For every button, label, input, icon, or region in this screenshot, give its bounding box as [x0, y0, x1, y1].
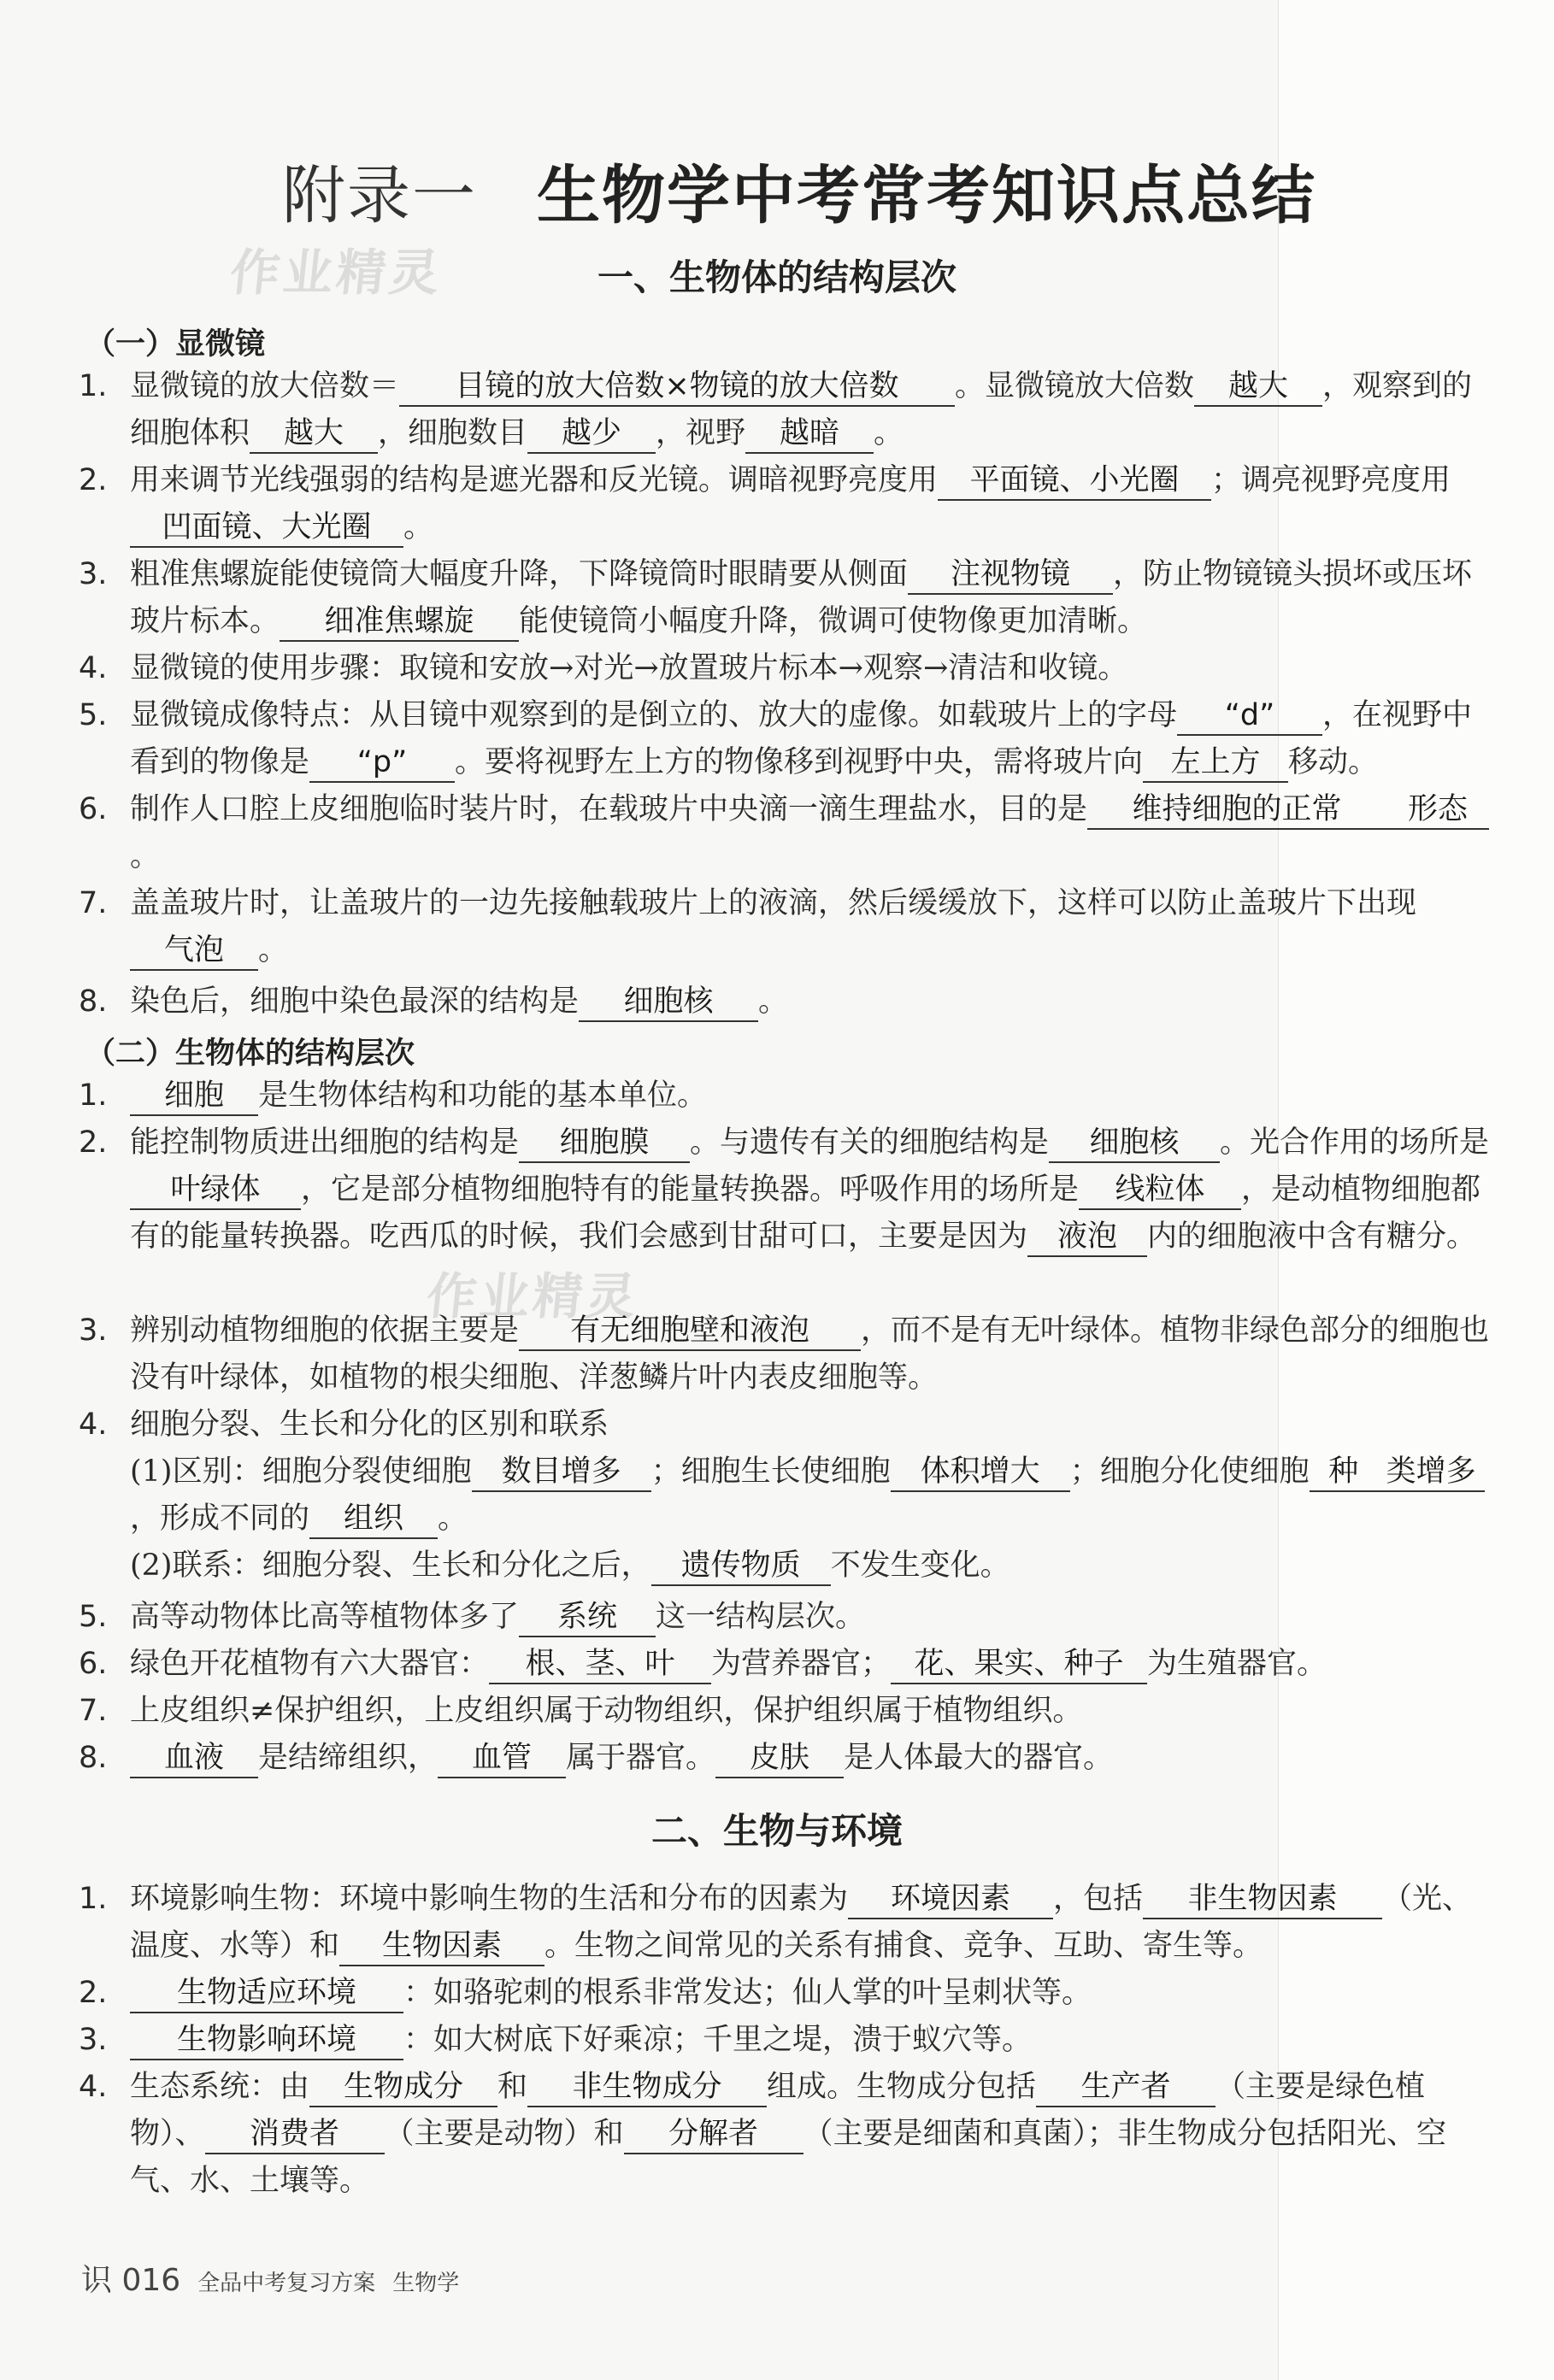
text: 显微镜的使用步骤：取镜和安放→对光→放置玻片标本→观察→清洁和收镜。 [130, 651, 1128, 685]
text: 内的细胞液中含有糖分。 [1147, 1219, 1477, 1254]
list-item [79, 1072, 1498, 1119]
text: 辨别动植物细胞的依据主要是 [130, 1313, 520, 1348]
answer-blank: 分解者 [624, 2115, 803, 2154]
answer-blank: 细胞 [130, 1077, 258, 1116]
text: ：如大树底下好乘凉；千里之堤，溃于蚁穴等。 [403, 2023, 1033, 2057]
text: （光、温度、水等）和 [130, 1882, 1473, 1963]
answer-blank: 生物成分 [309, 2068, 497, 2107]
item-number: 5. [79, 698, 108, 732]
answer-blank: 消费者 [205, 2115, 385, 2154]
answer-blank: 非生物因素 [1143, 1880, 1382, 1919]
text: ；细胞分化使细胞 [1069, 1454, 1310, 1489]
title-prefix: 附录一 [282, 159, 477, 232]
text: ，防止物镜镜头损坏或压坏玻片标本。 [130, 557, 1473, 638]
text: ，它是部分植物细胞特有的能量转换器。呼吸作用的场所是 [301, 1172, 1080, 1207]
text: 高等动物体比高等植物体多了 [130, 1600, 520, 1634]
watermark-2: 作业精灵 [423, 1267, 643, 1325]
text: 。与遗传有关的细胞结构是 [690, 1125, 1050, 1160]
list-item [79, 978, 1498, 1025]
text: 染色后，细胞中染色最深的结构是 [130, 984, 580, 1019]
list-item [79, 1402, 1498, 1590]
text: ，而不是有无叶绿体。植物非绿色部分的细胞也没有叶绿体，如植物的根尖细胞、洋葱鳞片叶内表皮细胞等。 [130, 1313, 1490, 1395]
list-item [79, 645, 1498, 692]
answer-blank: 系统 [519, 1598, 656, 1637]
answer-blank: 线粒体 [1079, 1171, 1241, 1210]
text: ；细胞生长使细胞 [650, 1454, 891, 1489]
answer-blank: 凹面镜、大光圈 [130, 508, 403, 548]
item-number: 7. [79, 1694, 108, 1728]
text: 显微镜成像特点：从目镜中观察到的是倒立的、放大的虚像。如载玻片上的字母 [130, 698, 1178, 732]
text: 和 [497, 2070, 528, 2104]
text: 能使镜筒小幅度升降，微调可使物像更加清晰。 [519, 604, 1148, 638]
answer-blank: 越少 [527, 414, 656, 454]
list-item [79, 1594, 1498, 1641]
text: 细胞分裂、生长和分化的区别和联系 [130, 1407, 609, 1442]
page-footer [81, 2256, 459, 2300]
text: ，在视野中看到的物像是 [130, 698, 1473, 779]
text: 用来调节光线强弱的结构是遮光器和反光镜。调暗视野亮度用 [130, 463, 939, 497]
item-number: 3. [79, 1313, 108, 1348]
page-title [282, 145, 1316, 236]
list-item [79, 457, 1498, 551]
text: ，细胞数目 [378, 416, 528, 450]
book-title: 全品中考复习方案 [197, 2271, 376, 2296]
item-number: 8. [79, 984, 108, 1019]
subject-name: 生物学 [392, 2271, 460, 2296]
page-number: 识 016 [81, 2263, 181, 2298]
text: ：如骆驼刺的根系非常发达；仙人掌的叶呈刺状等。 [403, 1976, 1092, 2010]
answer-blank: 越暗 [745, 414, 874, 454]
answer-blank: 遗传物质 [651, 1547, 831, 1586]
answer-blank: 注视物镜 [908, 555, 1113, 595]
list-item [79, 1735, 1498, 1782]
text: 。要将视野左上方的物像移到视野中央，需将玻片向 [455, 745, 1144, 779]
item-number: 4. [79, 2070, 108, 2104]
text: 移动。 [1288, 745, 1379, 779]
text: 生态系统：由 [130, 2070, 310, 2104]
answer-blank: 叶绿体 [130, 1171, 301, 1210]
text: ，形成不同的 [130, 1501, 310, 1536]
text: ，视野 [656, 416, 746, 450]
list-item [79, 1119, 1498, 1261]
section-title-2: 二、生物与环境 [650, 1810, 903, 1852]
answer-blank: 气泡 [130, 931, 258, 971]
text: 。 [403, 510, 434, 544]
text: 粗准焦螺旋能使镜筒大幅度升降，下降镜筒时眼睛要从侧面 [130, 557, 909, 591]
list-item [79, 1641, 1498, 1688]
text: 盖盖玻片时，让盖玻片的一边先接触载玻片上的液滴，然后缓缓放下，这样可以防止盖玻片下出现 [130, 886, 1417, 920]
answer-blank: 左上方 [1143, 743, 1288, 783]
answer-blank: 非生物成分 [527, 2068, 767, 2107]
text: 。生物之间常见的关系有捕食、竞争、互助、寄生等。 [544, 1929, 1263, 1963]
text: 组成。生物成分包括 [767, 2070, 1037, 2104]
text: 。 [758, 984, 789, 1019]
item-number: 6. [79, 1647, 108, 1681]
list-item [79, 1876, 1498, 1970]
answer-blank: 细准焦螺旋 [280, 602, 519, 642]
item-number: 1. [79, 369, 108, 403]
list-item [79, 2017, 1498, 2064]
item-number: 4. [79, 1407, 108, 1442]
answer-blank: 液泡 [1027, 1218, 1147, 1257]
answer-blank: 血管 [438, 1739, 566, 1778]
item-number: 2. [79, 1125, 108, 1160]
text: 这一结构层次。 [656, 1600, 866, 1634]
item-number: 3. [79, 2023, 108, 2057]
text: 是生物体结构和功能的基本单位。 [258, 1078, 708, 1113]
text: ，是动植物细胞都有的能量转换器。吃西瓜的时候，我们会感到甘甜可口，主要是因为 [130, 1172, 1481, 1254]
answer-blank: 细胞膜 [519, 1124, 690, 1163]
text: 。 [438, 1501, 468, 1536]
section-title-1: 一、生物体的结构层次 [597, 256, 957, 298]
item-number: 7. [79, 886, 108, 920]
answer-blank: 平面镜、小光圈 [938, 461, 1211, 501]
answer-blank: 根、茎、叶 [489, 1645, 711, 1684]
text: (1)区别：细胞分裂使细胞 [130, 1454, 472, 1489]
text: 。 [258, 933, 289, 967]
answer-blank: 体积增大 [891, 1453, 1070, 1492]
answer-blank: 目镜的放大倍数×物镜的放大倍数 [399, 367, 955, 407]
text: （主要是绿色植物）、 [130, 2070, 1426, 2151]
item-number: 6. [79, 792, 108, 826]
answer-blank: 花、果实、种子 [891, 1645, 1147, 1684]
text: （主要是动物）和 [384, 2117, 624, 2151]
text: 不发生变化。 [830, 1548, 1010, 1583]
text: 是结缔组织， [258, 1741, 439, 1775]
answer-blank: 皮肤 [715, 1739, 844, 1778]
list-item [79, 692, 1498, 786]
subsection-levels: （二）生物体的结构层次 [85, 1037, 415, 1071]
answer-blank: 类增多 [1378, 1453, 1485, 1492]
title-text: 生物学中考常考知识点总结 [537, 159, 1316, 232]
item-number: 5. [79, 1600, 108, 1634]
list-item [79, 363, 1498, 457]
text: 。 [874, 416, 904, 450]
answer-blank: 生物因素 [339, 1927, 544, 1966]
item-number: 1. [79, 1078, 108, 1113]
text: ；调亮视野亮度用 [1211, 463, 1451, 497]
list-item [79, 1688, 1498, 1735]
answer-blank: 细胞核 [579, 983, 758, 1022]
list-item [79, 880, 1498, 974]
subsection-microscope: （一）显微镜 [85, 327, 266, 361]
text: 为营养器官； [711, 1647, 892, 1681]
list-item [79, 1308, 1498, 1402]
list-item [79, 551, 1498, 645]
item-number: 2. [79, 463, 108, 497]
text: 绿色开花植物有六大器官： [130, 1647, 490, 1681]
text: (2)联系：细胞分裂、生长和分化之后， [130, 1548, 651, 1583]
text: 。光合作用的场所是 [1220, 1125, 1490, 1160]
text: 环境影响生物：环境中影响生物的生活和分布的因素为 [130, 1882, 849, 1916]
text: 显微镜的放大倍数＝ [130, 369, 400, 403]
text: ，观察到的细胞体积 [130, 369, 1473, 450]
text: 是人体最大的器官。 [844, 1741, 1114, 1775]
text: （主要是细菌和真菌）；非生物成分包括阳光、空气、水、土壤等。 [130, 2117, 1447, 2198]
item-number: 2. [79, 1976, 108, 2010]
item-number: 8. [79, 1741, 108, 1775]
answer-blank: “p” [309, 743, 455, 783]
answer-blank: 血液 [130, 1739, 258, 1778]
text: 。 [130, 839, 161, 873]
text: 。显微镜放大倍数 [955, 369, 1195, 403]
answer-blank: 数目增多 [472, 1453, 651, 1492]
text: 能控制物质进出细胞的结构是 [130, 1125, 520, 1160]
answer-blank: 环境因素 [848, 1880, 1053, 1919]
answer-blank: “d” [1177, 696, 1322, 736]
text: ，包括 [1053, 1882, 1144, 1916]
answer-blank: 越大 [250, 414, 378, 454]
list-item [79, 2064, 1498, 2205]
answer-blank: 越大 [1194, 367, 1322, 407]
answer-blank: 维持细胞的正常 [1087, 790, 1386, 830]
answer-blank: 生产者 [1036, 2068, 1216, 2107]
item-number: 4. [79, 651, 108, 685]
answer-blank: 生物影响环境 [130, 2021, 403, 2060]
answer-blank: 有无细胞壁和液泡 [519, 1312, 861, 1351]
watermark: 作业精灵 [227, 244, 446, 302]
text: 为生殖器官。 [1147, 1647, 1327, 1681]
item-number: 1. [79, 1882, 108, 1916]
answer-blank: 生物适应环境 [130, 1974, 403, 2013]
item-number: 3. [79, 557, 108, 591]
text: 制作人口腔上皮细胞临时装片时，在载玻片中央滴一滴生理盐水，目的是 [130, 792, 1088, 826]
list-item [79, 786, 1498, 880]
text: 属于器官。 [566, 1741, 716, 1775]
answer-blank: 种 [1310, 1453, 1378, 1492]
answer-blank: 细胞核 [1049, 1124, 1220, 1163]
answer-blank: 形态 [1386, 790, 1489, 830]
answer-blank: 组织 [309, 1500, 438, 1539]
list-item [79, 1970, 1498, 2017]
text: 上皮组织≠保护组织，上皮组织属于动物组织，保护组织属于植物组织。 [130, 1694, 1083, 1728]
